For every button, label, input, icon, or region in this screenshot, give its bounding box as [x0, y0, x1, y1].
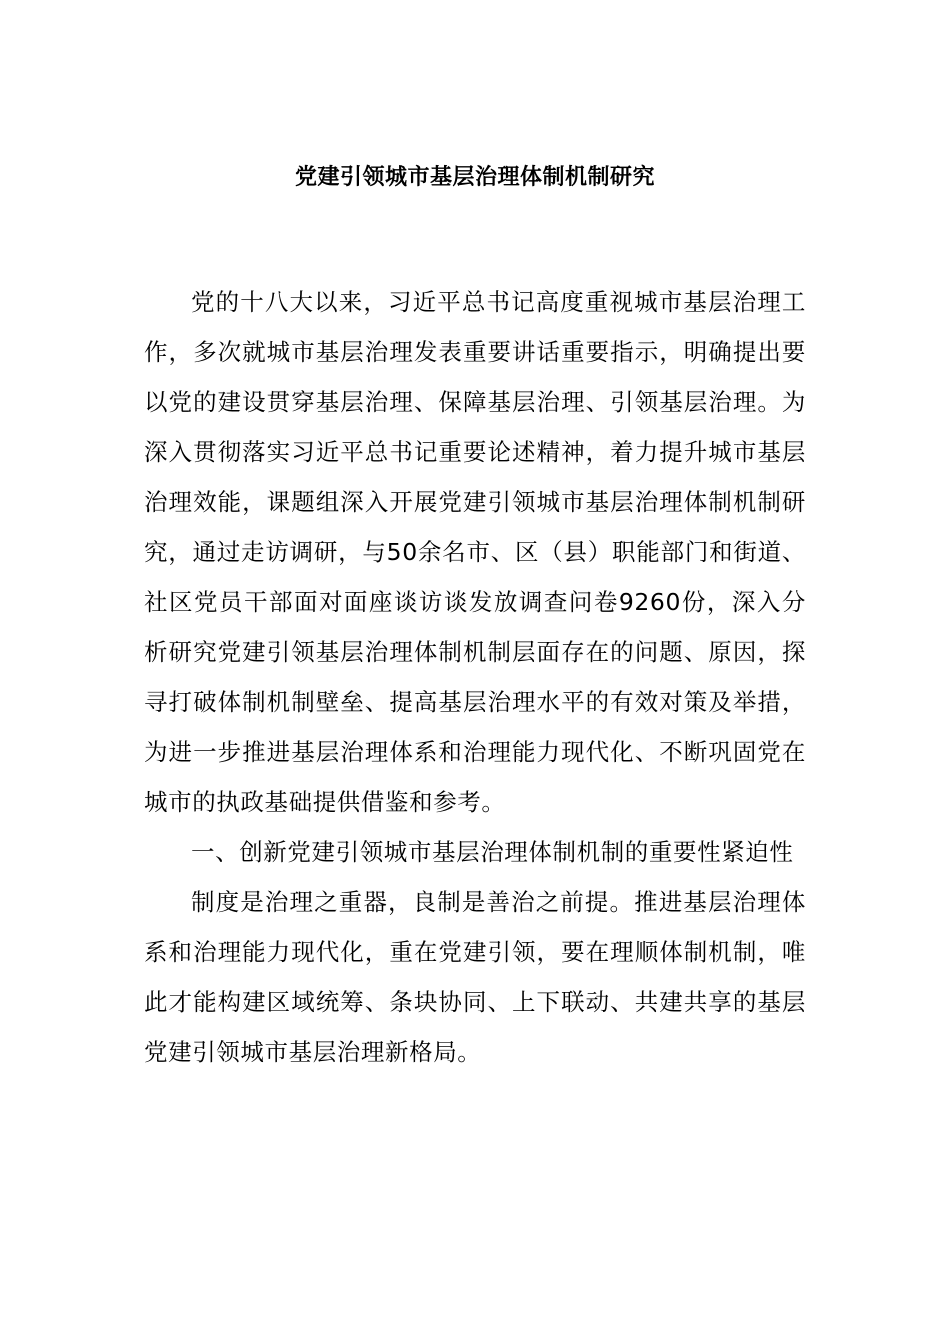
section-one-heading: 一、创新党建引领城市基层治理体制机制的重要性紧迫性 — [191, 838, 794, 866]
document-body — [144, 277, 806, 1077]
document-title: 党建引领城市基层治理体制机制研究 — [294, 165, 655, 190]
intro-paragraph: 党的十八大以来，习近平总书记高度重视城市基层治理工作，多次就城市基层治理发表重要讲话重要指示，明确提出要以党的建设贯穿基层治理、保障基层治理、引领基层治理。为深入贯彻落实习近平总书记重要论述精神，着力提升城市基层治理效能，课题组深入开展党建引领城市基层治理体制机制研究，通过走访调研，与50余名市、区（县）职能部门和街道、社区党员干部面对面座谈访谈发放调查问卷9260份，深入分析研究党建引领基层治理体制机制层面存在的问题、原因，探寻打破体制机制壁垒、提高基层治理水平的有效对策及举措，为进一步推进基层治理体系和治理能力现代化、不断巩固党在城市的执政基础提供借鉴和参考。 — [144, 288, 806, 816]
section-one-paragraph: 制度是治理之重器，良制是善治之前提。推进基层治理体系和治理能力现代化，重在党建引领，要在理顺体制机制，唯此才能构建区域统筹、条块协同、上下联动、共建共享的基层党建引领城市基层治理新格局。 — [144, 888, 806, 1066]
